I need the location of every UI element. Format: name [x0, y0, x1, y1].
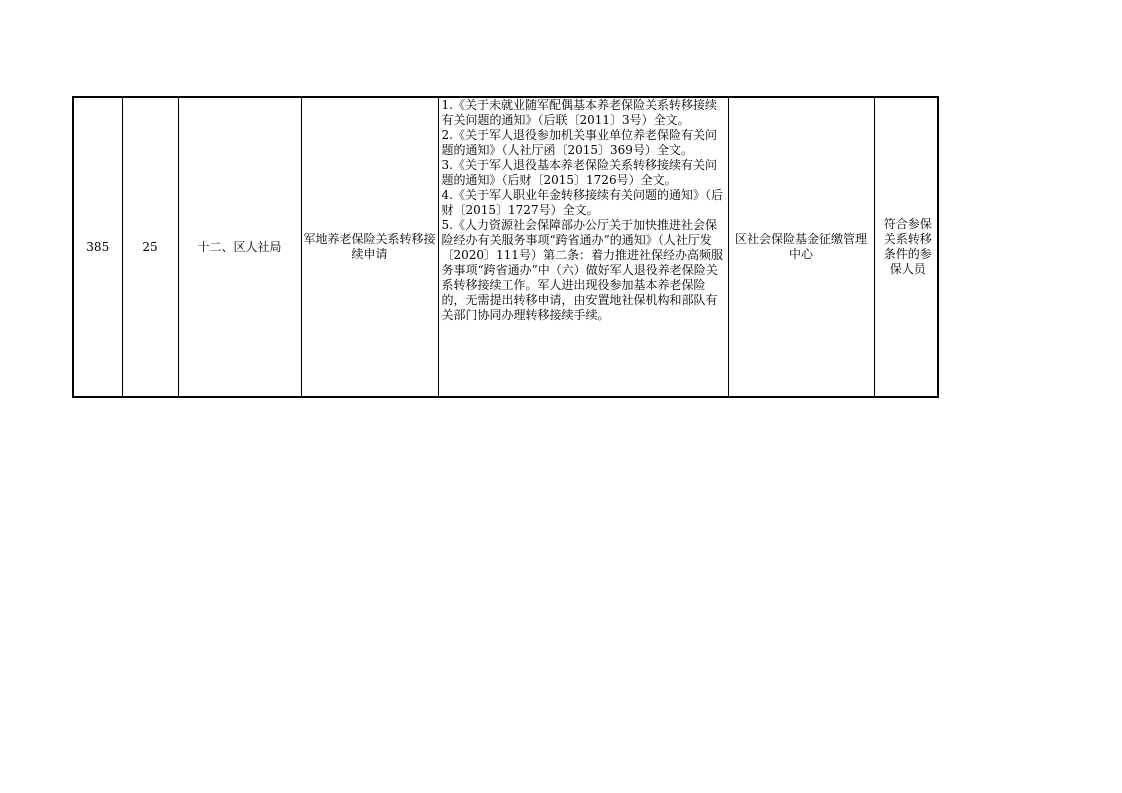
legal-basis-item-1: 1.《关于未就业随军配偶基本养老保险关系转移接续有关问题的通知》（后联〔2011〕3号）全文。 — [441, 98, 717, 127]
document-table — [72, 96, 939, 398]
implementing-organization-cell: 区社会保险基金征缴管理中心 — [728, 98, 874, 396]
sequence-number-cell: 385 — [74, 98, 122, 396]
item-number-cell: 25 — [122, 98, 178, 396]
department-cell: 十二、区人社局 — [178, 98, 301, 396]
legal-basis-item-3: 3.《关于军人退役基本养老保险关系转移接续有关问题的通知》（后财〔2015〕1726号）全文。 — [441, 158, 717, 187]
service-item-cell: 军地养老保险关系转移接续申请 — [301, 98, 438, 396]
legal-basis-item-5: 5.《人力资源社会保障部办公厅关于加快推进社会保险经办有关服务事项“跨省通办”的通知》（人社厅发〔2020〕111号）第二条：着力推进社保经办高频服务事项“跨省通办”中（六）做好军人退役养老保险关系转移接续工作。军人进出现役参加基本养老保险的，无需提出转移申请，由安置地社保机构和部队有关部门协同办理转移接续手续。 — [441, 218, 723, 322]
legal-basis-cell — [438, 98, 728, 396]
legal-basis-item-2: 2.《关于军人退役参加机关事业单位养老保险有关问题的通知》（人社厅函〔2015〕369号）全文。 — [441, 128, 717, 157]
legal-basis-item-4: 4.《关于军人职业年金转移接续有关问题的通知》（后财〔2015〕1727号）全文。 — [441, 188, 723, 217]
table-row — [74, 98, 941, 396]
service-item-table — [74, 98, 941, 396]
service-target-cell: 符合参保关系转移条件的参保人员 — [874, 98, 941, 396]
